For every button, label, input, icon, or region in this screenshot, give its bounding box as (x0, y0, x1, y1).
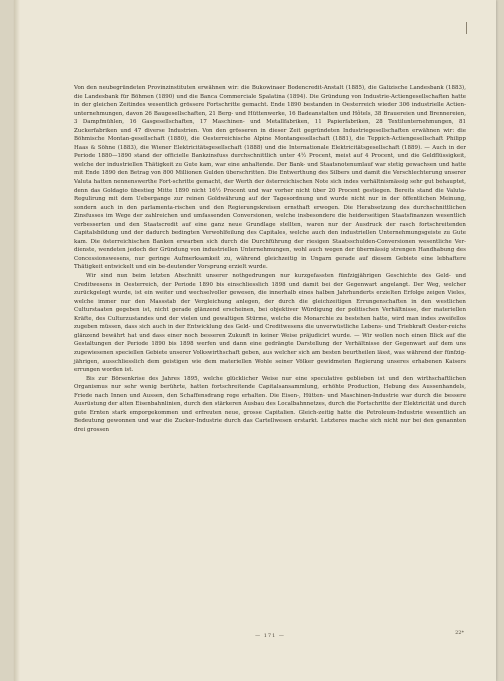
body-text (74, 84, 466, 434)
page-number: — 171 — (255, 633, 285, 639)
page-footer (74, 630, 466, 643)
margin-mark (466, 22, 467, 34)
paragraph: Bis zur Börsenkrise des Jahres 1895, welche glücklicher Weise nur eine speculative geblieben ist und den wirthschaftlichen Organismus nur sehr wenig berührte, hatten fortschreitende Capitalsansammlung, erhöhte Production, Hebung des Aussenhandels, Friede nach Innen und Aussen, den Schaffensdrang rege erhalten. Die Eisen-, Hütten- und Maschinen-Industrie war durch die bessere Ausrüstung der alten Eisenbahnlinien, durch den stärkeren Ausbau des Localbahnnetzes, durch die Fortschritte der Elektricität und durch gute Ernten stark emporgekommen und erfreuten neue, grosse Capitalien. Gleich-zeitig hatte die Petroleum-Industrie wesentlich an Bedeutung gewonnen und war die Zucker-Industrie durch das Cartellwesen erstarkt. Letzteres mache sich nicht nur bei den genannten drei grossen (74, 375, 466, 433)
book-page (14, 0, 496, 681)
paragraph: Von den neubegründeten Provinzinstituten erwähnen wir: die Bukowinaer Bodencredit-Anstalt (1885), die Galizische Landesbank (1883), die Landesbank für Böhmen (1890) und die Banca Commerciale Spalatina (1894). Die Gründung von Industrie-Actiengesellschaften hatte in der gleichen Zeitindes wesentlich grössere Fortschritte gemacht. Ende 1890 bestanden in Oesterreich wieder 306 industrielle Actien-unternehmungen, davon 26 Baugesellschaften, 21 Berg- und Hüttenwerke, 16 Badeanstalten und Hôtels, 38 Brauereien und Brennereien, 3 Dampfmühlen, 16 Gasgesellschaften, 17 Maschinen- und Metallfabriken, 11 Papierfabriken, 28 Textilunternehmungen, 81 Zuckerfabriken und 47 diverse Industrien. Von den grösseren in dieser Zeit gegründeten Industriegesellschaften erwähnen wir: die Böhmische Montan-gesellschaft (1880), die Oesterreichische Alpine Montangesellschaft (1881), die Teppich-Actiengesellschaft Philipp Haas & Söhne (1883), die Wiener Elektricitätsgesellschaft (1888) und die Internationale Elektricitätsgesellschaft (1889). — Auch in der Periode 1880—1890 stand der officielle Bankzinsfuss durchschnittlich unter 4½ Procent, meist auf 4 Procent, und die Geldflüssigkeit, welche der industriellen Thätigkeit zu Gute kam, war eine anhaltende. Der Bank- und Staatsnotenumlauf war stetig gewachsen und hatte mit Ende 1890 den Betrag von 800 Millionen Gulden überschritten. Die Entwerthung des Silbers und damit die Verschlechterung unserer Valuta hatten nennenswerthe Fort-schritte gemacht, der Werth der österreichischen Note sich indes verhältnismässig sehr gut behauptet, denn das Goldagio übestieg Mitte 1890 nicht 16½ Procent und war vorher nicht über 20 Procent gestiegen. Bereits stand die Valuta-Regulirung mit dem Uebergange zur reinen Goldwährung auf der Tagesordnung und wurde nicht nur in der öffentlichen Meinung, sondern auch in den parlamenta-rischen und den Regierungskreisen ernsthaft erwogen. Die Herabsetzung des durchschnittlichen Zinsfusses im Wege der zahlreichen und umfassenden Conversionen, welche insbesondere die heiderseitigen Staatsfinanzen wesentlich verbesserten und den Staatscredit auf eine ganz neue Grundlage stellten, waren nur der Ausdruck der rasch fortschreitenden Capitalsbildung und der dadurch bedingten Verwohlfeilung des Capitales, welche auch den industriellen Unternehmungsgeiste zu Gute kam. Die österreichischen Banken erwarben sich durch die Durchführung der riesigen Staatsschulden-Conversionen wesentliche Ver-dienste, wendeten jedoch der Gründung von industriellen Unternehmungen, wohl auch wegen der übermässig strengen Handhabung des Concessionswesens, nur geringe Aufmerksamkeit zu, während gleichzeitig in Ungarn gerade auf diesem Gebiete eine lebhaftere Thätigkeit entwickelt und ein be-deutender Vorsprung erzielt wurde. (74, 85, 466, 271)
signature-mark: 22* (455, 630, 464, 636)
paragraph: Wir sind nun beim letzten Abschnitt unserer nothgedrungen nur kurzgefassten fünfzigjährigen Geschichte des Geld- und Creditwesens in Oesterreich, der Periode 1890 bis einschliesslich 1898 und damit bei der Gegenwart angelangt. Der Weg, welcher zurückgelegt wurde, ist ein weiter und wechselvoller gewesen, die innerhalb eines halben Jahrhunderts erzielten Erfolge zeigen Vieles, welche immer nur den Massstab der Vergleichung anlegen, der durch die gleichzeitigen Errungenschaften in den westlichen Culturstaaten gegeben ist, nicht gerade glänzend erscheinen, bei objektiver Würdigung der politischen Verhältnisse, der materiellen Kräfte, des Culturzustandes und der vielen und gewaltigen Stürme, welche die Monarchie zu bestehen hatte, wird man indes zweifellos zugeben müssen, dass sich auch in der Entwicklung des Geld- und Creditwesens die unverwüstliche Lebens- und Triebkraft Oester-reichs glänzend bewährt hat und dass einer noch besseren Zukunft in keiner Weise präjudicirt wurde. — Wir wollen noch einen Blick auf die Gestaltungen der Periode 1890 bis 1898 werfen und dann eine gedrängte Darstellung der Verhältnisse der Gegenwart auf dem uns zugewiesenen speciellen Gebiete unserer Volkswirthschaft geben, aus welcher sich am besten beurtheilen lässt, was während der fünfzig-jährigen, ausschliesslich dem geistigen wie dem materiellen Wohle seiner Völker gewidmeten Regierung unseres erhabenen Kaisers errungen worden ist. (74, 273, 466, 374)
